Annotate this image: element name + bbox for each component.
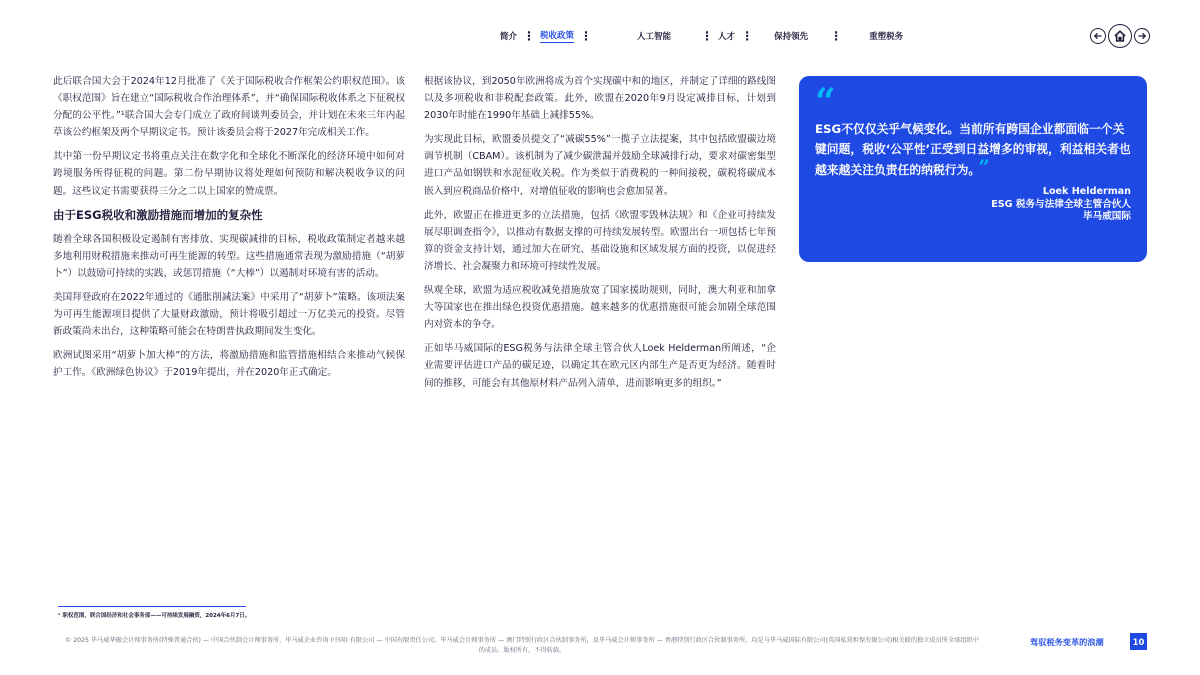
pull-quote: [799, 76, 1147, 262]
forward-arrow-icon[interactable]: [1134, 28, 1150, 44]
close-quote-icon: ”: [978, 154, 990, 179]
footer-title: 驾驭税务变革的浪潮: [1030, 637, 1104, 647]
paragraph: 随着全球各国积极设定遏制有害排放、实现碳减排的目标，税收政策制定者越来越多地利用财税措施来推动可再生能源的转型。这些措施通常表现为激励措施（“胡萝卜”）以鼓励可持续的实践，或惩罚措施（“大棒”）以遏制对环境有害的活动。: [53, 233, 405, 279]
paragraph: 为实现此目标，欧盟委员提交了“减碳55%”一揽子立法提案，其中包括欧盟碳边境调节机制（CBAM）。该机制为了减少碳泄漏并鼓励全球减排行动，要求对碳密集型进口产品如钢铁和水泥征收关税。作为类似于消费税的一种间接税，碳税将碳成本嵌入到应税商品价格中，对增值征收的影响也会愈加显著。: [424, 134, 776, 197]
nav-separator: ⋮: [701, 29, 713, 43]
nav-separator: ⋮: [830, 29, 842, 43]
nav-separator: ⋮: [580, 29, 592, 43]
section-heading: 由于ESG税收和激励措施而增加的复杂性: [53, 207, 263, 222]
paragraph: 此后联合国大会于2024年12月批准了《关于国际税收合作框架公约职权范围》。该《职权范围》旨在建立“国际税收合作治理体系”，并“确保国际税收体系之下征税权分配的公平性。”¹联合国大会专门成立了政府间谈判委员会，并计划在未来三年内起草该公约框架及两个早期议定书。预计该委员会将于2027年完成相关工作。: [53, 76, 405, 139]
paragraph: 欧洲试图采用“胡萝卜加大棒”的方法，将激励措施和监管措施相结合来推动气候保护工作。《欧洲绿色协议》于2019年提出，并在2020年正式确定。: [53, 350, 405, 379]
back-arrow-icon[interactable]: [1090, 28, 1106, 44]
quote-author: Loek Helderman: [1042, 186, 1131, 198]
footer-legal-text: © 2025 毕马威华振会计师事务所(特殊普通合伙) — 中国合伙制会计师事务所，毕马威企业咨询 (中国) 有限公司 — 中国有限责任公司，毕马威会计师事务所 — 澳门特别行政区合伙制事务所，及毕马威会计师事务所 — 香港特别行政区合伙制事务所，均是与毕马威国际有限公司(英国私营担保有限公司)相关联的独立成员所全球组织中的成员。版权所有，不得转载。: [65, 637, 979, 654]
quote-org: 毕马威国际: [1083, 211, 1131, 223]
home-icon[interactable]: [1108, 24, 1132, 48]
open-quote-icon: “: [815, 81, 836, 123]
quote-attribution: [815, 186, 1131, 224]
nav-item-reshape-tax[interactable]: 重塑税务: [869, 32, 904, 42]
text-column-2: [424, 73, 776, 399]
paragraph: 根据该协议，到2050年欧洲将成为首个实现碳中和的地区，并制定了详细的路线图以及多项税收和非税配套政策。此外，欧盟在2020年9月设定减排目标，计划到2030年时能在1990年基础上减排55%。: [424, 76, 776, 122]
nav-item-intro[interactable]: 简介: [500, 32, 518, 42]
nav-separator: ⋮: [741, 29, 753, 43]
nav-separator: ⋮: [523, 29, 535, 43]
paragraph: 纵观全球，欧盟为适应税收减免措施放宽了国家援助规则，同时，澳大利亚和加拿大等国家也在推出绿色投资优惠措施。越来越多的优惠措施很可能会加剧全球范围内对资本的争夺。: [424, 285, 776, 331]
top-navigation: [500, 22, 1150, 50]
page-number: 10: [1130, 633, 1147, 650]
nav-item-tax-policy[interactable]: 税收政策: [540, 31, 575, 41]
paragraph: 美国拜登政府在2022年通过的《通胀削减法案》中采用了“胡萝卜”策略。该项法案为可再生能源项目提供了大量财政激励，预计将吸引超过一万亿美元的投资。尽管新政策尚未出台，这种策略可能会在特朗普执政期间发生变化。: [53, 291, 405, 338]
nav-item-stay-ahead[interactable]: 保持领先: [774, 32, 809, 42]
nav-item-ai[interactable]: 人工智能: [637, 32, 672, 42]
paragraph: 其中第一份早期议定书将重点关注在数字化和全球化不断深化的经济环境中如何对跨境服务所得征税的问题。第二份早期协议将处理如何预防和解决税收争议的问题。这些议定书需要获得三分之二以上国家的赞成票。: [53, 151, 405, 197]
footnote-divider: [58, 606, 246, 607]
quote-text: ESG不仅仅关乎气候变化。当前所有跨国企业都面临一个关键问题，税收‘公平性’正受到日益增多的审视，利益相关者也越来越关注负责任的纳税行为。 ”: [815, 122, 1131, 179]
quote-role: ESG 税务与法律全球主管合伙人: [991, 198, 1131, 210]
paragraph: 此外，欧盟正在推进更多的立法措施，包括《欧盟零毁林法规》和《企业可持续发展尽职调查指令》，以推动有数据支撑的可持续发展转型。欧盟出台一项包括七年预算的资金支持计划，通过加大在研究、基础设施和区域发展方面的投资，以促进经济增长、社会凝聚力和环境可持续性发展。: [424, 209, 776, 272]
text-column-1: [53, 73, 405, 388]
nav-icon-group: [1090, 24, 1150, 48]
paragraph: 正如毕马威国际的ESG税务与法律全球主管合伙人Loek Helderman所阐述，“企业需要评估进口产品的碳足迹，以确定其在欧元区内部生产是否更为经济。随着时间的推移，可能会有其他原材料产品列入清单，进而影响更多的组织。”: [424, 343, 776, 389]
nav-item-talent[interactable]: 人才: [718, 32, 736, 42]
footnote: ¹ 职权范围，联合国经济和社会事务部——可持续发展融资，2024年6月7日。: [58, 613, 251, 619]
